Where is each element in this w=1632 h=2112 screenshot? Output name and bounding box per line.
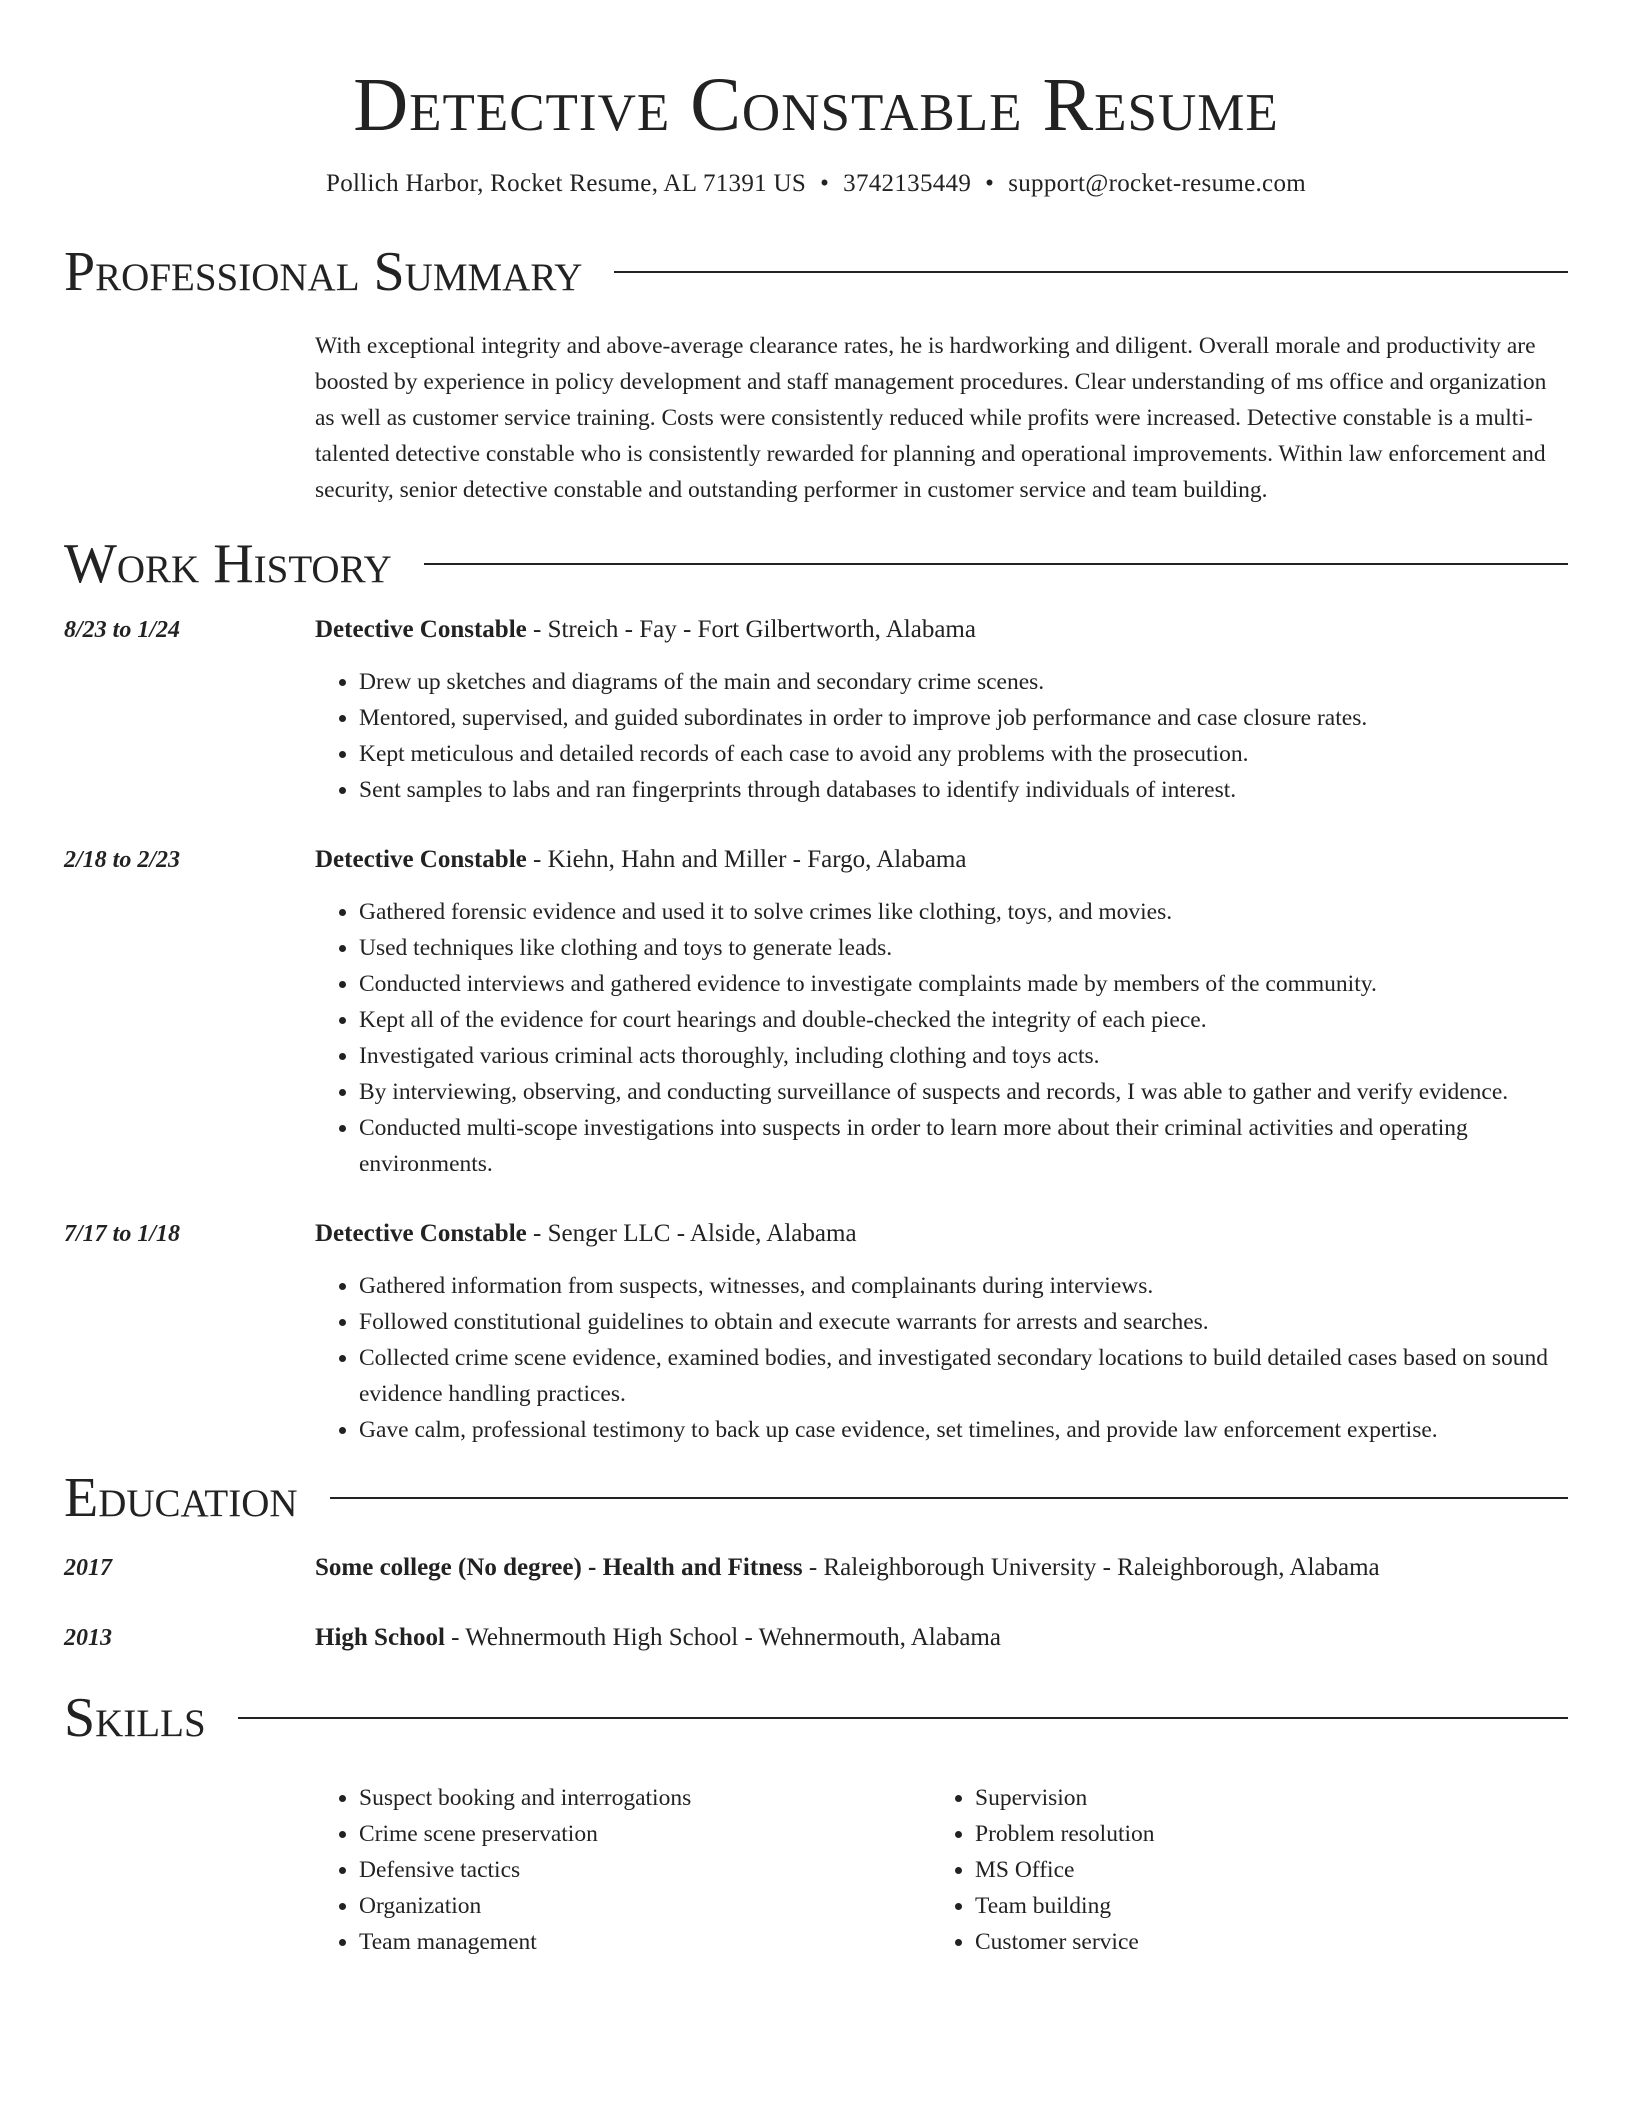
section-divider: [238, 1717, 1568, 1719]
job-bullet: • Kept meticulous and detailed records of each case to avoid any problems with the prosecution.: [359, 736, 1568, 772]
job-role: Detective Constable: [315, 845, 527, 873]
education-degree: Some college (No degree) - Health and Fitness: [315, 1553, 803, 1581]
education-section-title: Education: [64, 1466, 298, 1529]
job-role: Detective Constable: [315, 615, 527, 643]
job-entry: [64, 840, 1568, 1182]
job-bullet: • Conducted interviews and gathered evidence to investigate complaints made by members of the community.: [359, 966, 1568, 1002]
skill-item: • MS Office: [975, 1852, 1547, 1888]
education-section-header: [64, 1466, 1568, 1529]
job-bullets: [315, 894, 1568, 1182]
job-body: [315, 610, 1568, 808]
education-entry: [64, 1618, 1568, 1656]
section-divider: [424, 563, 1568, 565]
skill-item: • Problem resolution: [975, 1816, 1547, 1852]
education-year: 2017: [64, 1554, 112, 1581]
summary-section-header: [64, 240, 1568, 303]
contact-line: [64, 170, 1568, 198]
job-bullet: • Investigated various criminal acts thoroughly, including clothing and toys acts.: [359, 1038, 1568, 1074]
job-entry: [64, 610, 1568, 808]
resume-title: Detective Constable Resume: [353, 63, 1279, 147]
job-bullet: • Gathered forensic evidence and used it to solve crimes like clothing, toys, and movies.: [359, 894, 1568, 930]
work-section-header: [64, 532, 1568, 595]
contact-phone: 3742135449: [843, 169, 972, 197]
skills-section-header: [64, 1686, 1568, 1749]
skills-column-right: [931, 1780, 1547, 1960]
education-year: 2013: [64, 1624, 112, 1651]
skill-item: • Team management: [359, 1924, 931, 1960]
job-bullet: • Kept all of the evidence for court hearings and double-checked the integrity of each piece.: [359, 1002, 1568, 1038]
job-bullet: • Followed constitutional guidelines to obtain and execute warrants for arrests and searches.: [359, 1304, 1568, 1340]
job-body: [315, 1214, 1568, 1448]
section-divider: [614, 271, 1568, 273]
job-dates: 7/17 to 1/18: [64, 1220, 181, 1247]
contact-email: support@rocket-resume.com: [1008, 169, 1306, 197]
job-bullet: • Gathered information from suspects, witnesses, and complainants during interviews.: [359, 1268, 1568, 1304]
skill-item: • Defensive tactics: [359, 1852, 931, 1888]
education-degree: High School: [315, 1623, 445, 1651]
job-role: Detective Constable: [315, 1219, 527, 1247]
education-heading: [315, 1618, 1568, 1656]
skills-column-left: [315, 1780, 931, 1960]
skills-section-title: Skills: [64, 1686, 206, 1749]
work-section-title: Work History: [64, 532, 392, 595]
skill-item: • Supervision: [975, 1780, 1547, 1816]
job-heading: [315, 1214, 1568, 1252]
job-dates: 8/23 to 1/24: [64, 616, 181, 643]
job-dates: 2/18 to 2/23: [64, 846, 181, 873]
job-details: - Kiehn, Hahn and Miller - Fargo, Alabama: [526, 845, 967, 873]
job-heading: [315, 610, 1568, 648]
job-bullet: • Used techniques like clothing and toys to generate leads.: [359, 930, 1568, 966]
job-details: - Streich - Fay - Fort Gilbertworth, Alabama: [526, 615, 976, 643]
education-details: - Wehnermouth High School - Wehnermouth, Alabama: [444, 1623, 1001, 1651]
contact-separator: •: [985, 169, 995, 197]
skill-item: • Team building: [975, 1888, 1547, 1924]
education-body: [315, 1548, 1568, 1586]
job-bullet: • Mentored, supervised, and guided subordinates in order to improve job performance and case closure rates.: [359, 700, 1568, 736]
job-bullet: • Drew up sketches and diagrams of the main and secondary crime scenes.: [359, 664, 1568, 700]
job-bullet: • Gave calm, professional testimony to back up case evidence, set timelines, and provide law enforcement expertise.: [359, 1412, 1568, 1448]
section-divider: [330, 1497, 1568, 1499]
job-details: - Senger LLC - Alside, Alabama: [526, 1219, 857, 1247]
education-entry: [64, 1548, 1568, 1586]
skill-item: • Customer service: [975, 1924, 1547, 1960]
skill-item: • Crime scene preservation: [359, 1816, 931, 1852]
summary-text: With exceptional integrity and above-average clearance rates, he is hardworking and diligent. Overall morale and productivity are boosted by experience in policy development and staff management procedures. Clear understanding of ms office and organization as well as customer service training. Costs were consistently reduced while profits were increased. Detective constable is a multi-talented detective constable who is consistently rewarded for planning and operational improvements. Within law enforcement and security, senior detective constable and outstanding performer in customer service and team building.: [315, 332, 1547, 503]
education-heading: [315, 1548, 1568, 1586]
skill-item: • Organization: [359, 1888, 931, 1924]
skills-list: [315, 1780, 1568, 1960]
education-body: [315, 1618, 1568, 1656]
job-bullets: [315, 1268, 1568, 1448]
job-bullet: • By interviewing, observing, and conducting surveillance of suspects and records, I was able to gather and verify evidence.: [359, 1074, 1568, 1110]
summary-section-title: Professional Summary: [64, 240, 583, 303]
job-body: [315, 840, 1568, 1182]
contact-address: Pollich Harbor, Rocket Resume, AL 71391 US: [326, 169, 807, 197]
job-bullet: • Conducted multi-scope investigations into suspects in order to learn more about their criminal activities and operating environments.: [359, 1110, 1568, 1182]
job-bullets: [315, 664, 1568, 808]
job-entry: [64, 1214, 1568, 1448]
job-heading: [315, 840, 1568, 878]
skill-item: • Suspect booking and interrogations: [359, 1780, 931, 1816]
job-bullet: • Sent samples to labs and ran fingerprints through databases to identify individuals of interest.: [359, 772, 1568, 808]
resume-page: [64, 0, 1568, 1960]
education-details: - Raleighborough University - Raleighborough, Alabama: [802, 1553, 1380, 1581]
job-bullet: • Collected crime scene evidence, examined bodies, and investigated secondary locations to build detailed cases based on sound evidence handling practices.: [359, 1340, 1568, 1412]
contact-separator: •: [820, 169, 830, 197]
